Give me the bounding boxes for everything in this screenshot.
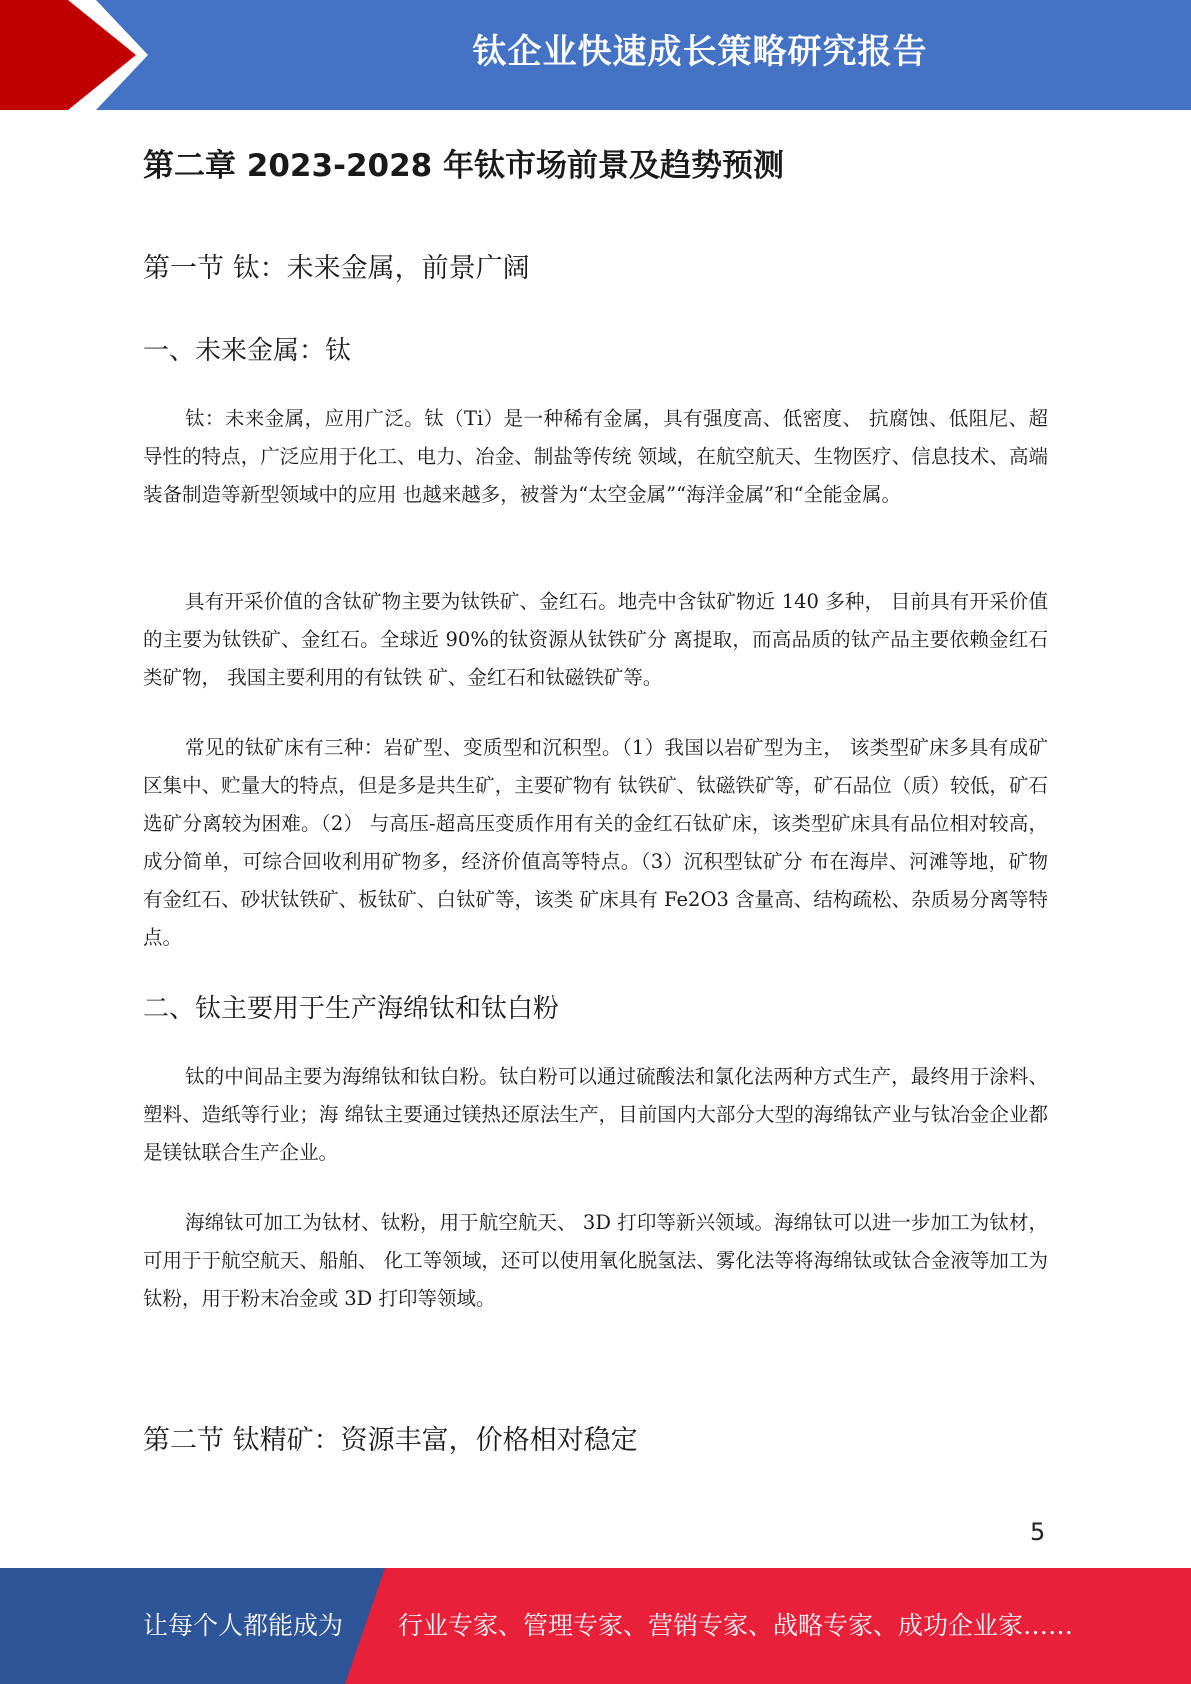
subsection-heading-2: 二、钛主要用于生产海绵钛和钛白粉 [143,994,560,1024]
paragraph-2: 具有开采价值的含钛矿物主要为钛铁矿、金红石。地壳中含钛矿物近 140 多种， 目前具有开采价值的主要为钛铁矿、金红石。全球近 90%的钛资源从钛铁矿分 离提取，而高品质的钛产品主要依赖金红石类矿物， 我国主要利用的有钛铁 矿、金红石和钛磁铁矿等。 [143,590,1048,689]
section-heading-2: 第二节 钛精矿：资源丰富，价格相对稳定 [143,1425,638,1456]
subsection-heading-1: 一、未来金属：钛 [143,336,352,366]
footer-slogan-right: 行业专家、管理专家、营销专家、战略专家、成功企业家…… [398,1611,1074,1640]
page-number: 5 [1030,1518,1046,1546]
paragraph-4: 钛的中间品主要为海绵钛和钛白粉。钛白粉可以通过硫酸法和氯化法两种方式生产，最终用于涂料、塑料、造纸等行业；海 绵钛主要通过镁热还原法生产，目前国内大部分大型的海绵钛产业与钛冶金企业都是镁钛联合生产企业。 [143,1065,1048,1164]
paragraph-3: 常见的钛矿床有三种：岩矿型、变质型和沉积型。（1）我国以岩矿型为主， 该类型矿床多具有成矿区集中、贮量大的特点，但是多是共生矿，主要矿物有 钛铁矿、钛磁铁矿等，矿石品位（质）较低，矿石选矿分离较为困难。（2） 与高压-超高压变质作用有关的金红石钛矿床，该类型矿床具有品位相对较高， 成分简单，可综合回收利用矿物多，经济价值高等特点。（3）沉积型钛矿分 布在海岸、河滩等地，矿物有金红石、砂状钛铁矿、板钛矿、白钛矿等，该类 矿床具有 Fe2O3 含量高、结构疏松、杂质易分离等特点。 [143,736,1048,949]
document-title: 钛企业快速成长策略研究报告 [472,32,928,72]
chapter-heading: 第二章 2023-2028 年钛市场前景及趋势预测 [143,148,785,184]
footer-slogan-left: 让每个人都能成为 [143,1611,344,1640]
footer-banner [0,1568,1191,1684]
paragraph-5: 海绵钛可加工为钛材、钛粉，用于航空航天、 3D 打印等新兴领域。海绵钛可以进一步加工为钛材，可用于于航空航天、船舶、 化工等领域，还可以使用氧化脱氢法、雾化法等将海绵钛或钛合金液等加工为钛粉，用于粉末冶金或 3D 打印等领域。 [143,1211,1048,1310]
header-banner [0,0,1191,110]
section-heading-1: 第一节 钛：未来金属，前景广阔 [143,253,530,284]
paragraph-1: 钛：未来金属，应用广泛。钛（Ti）是一种稀有金属，具有强度高、低密度、 抗腐蚀、低阻尼、超导性的特点，广泛应用于化工、电力、冶金、制盐等传统 领域，在航空航天、生物医疗、信息技术、高端装备制造等新型领域中的应用 也越来越多，被誉为“太空金属”“海洋金属”和“全能金属。 [143,407,1048,506]
